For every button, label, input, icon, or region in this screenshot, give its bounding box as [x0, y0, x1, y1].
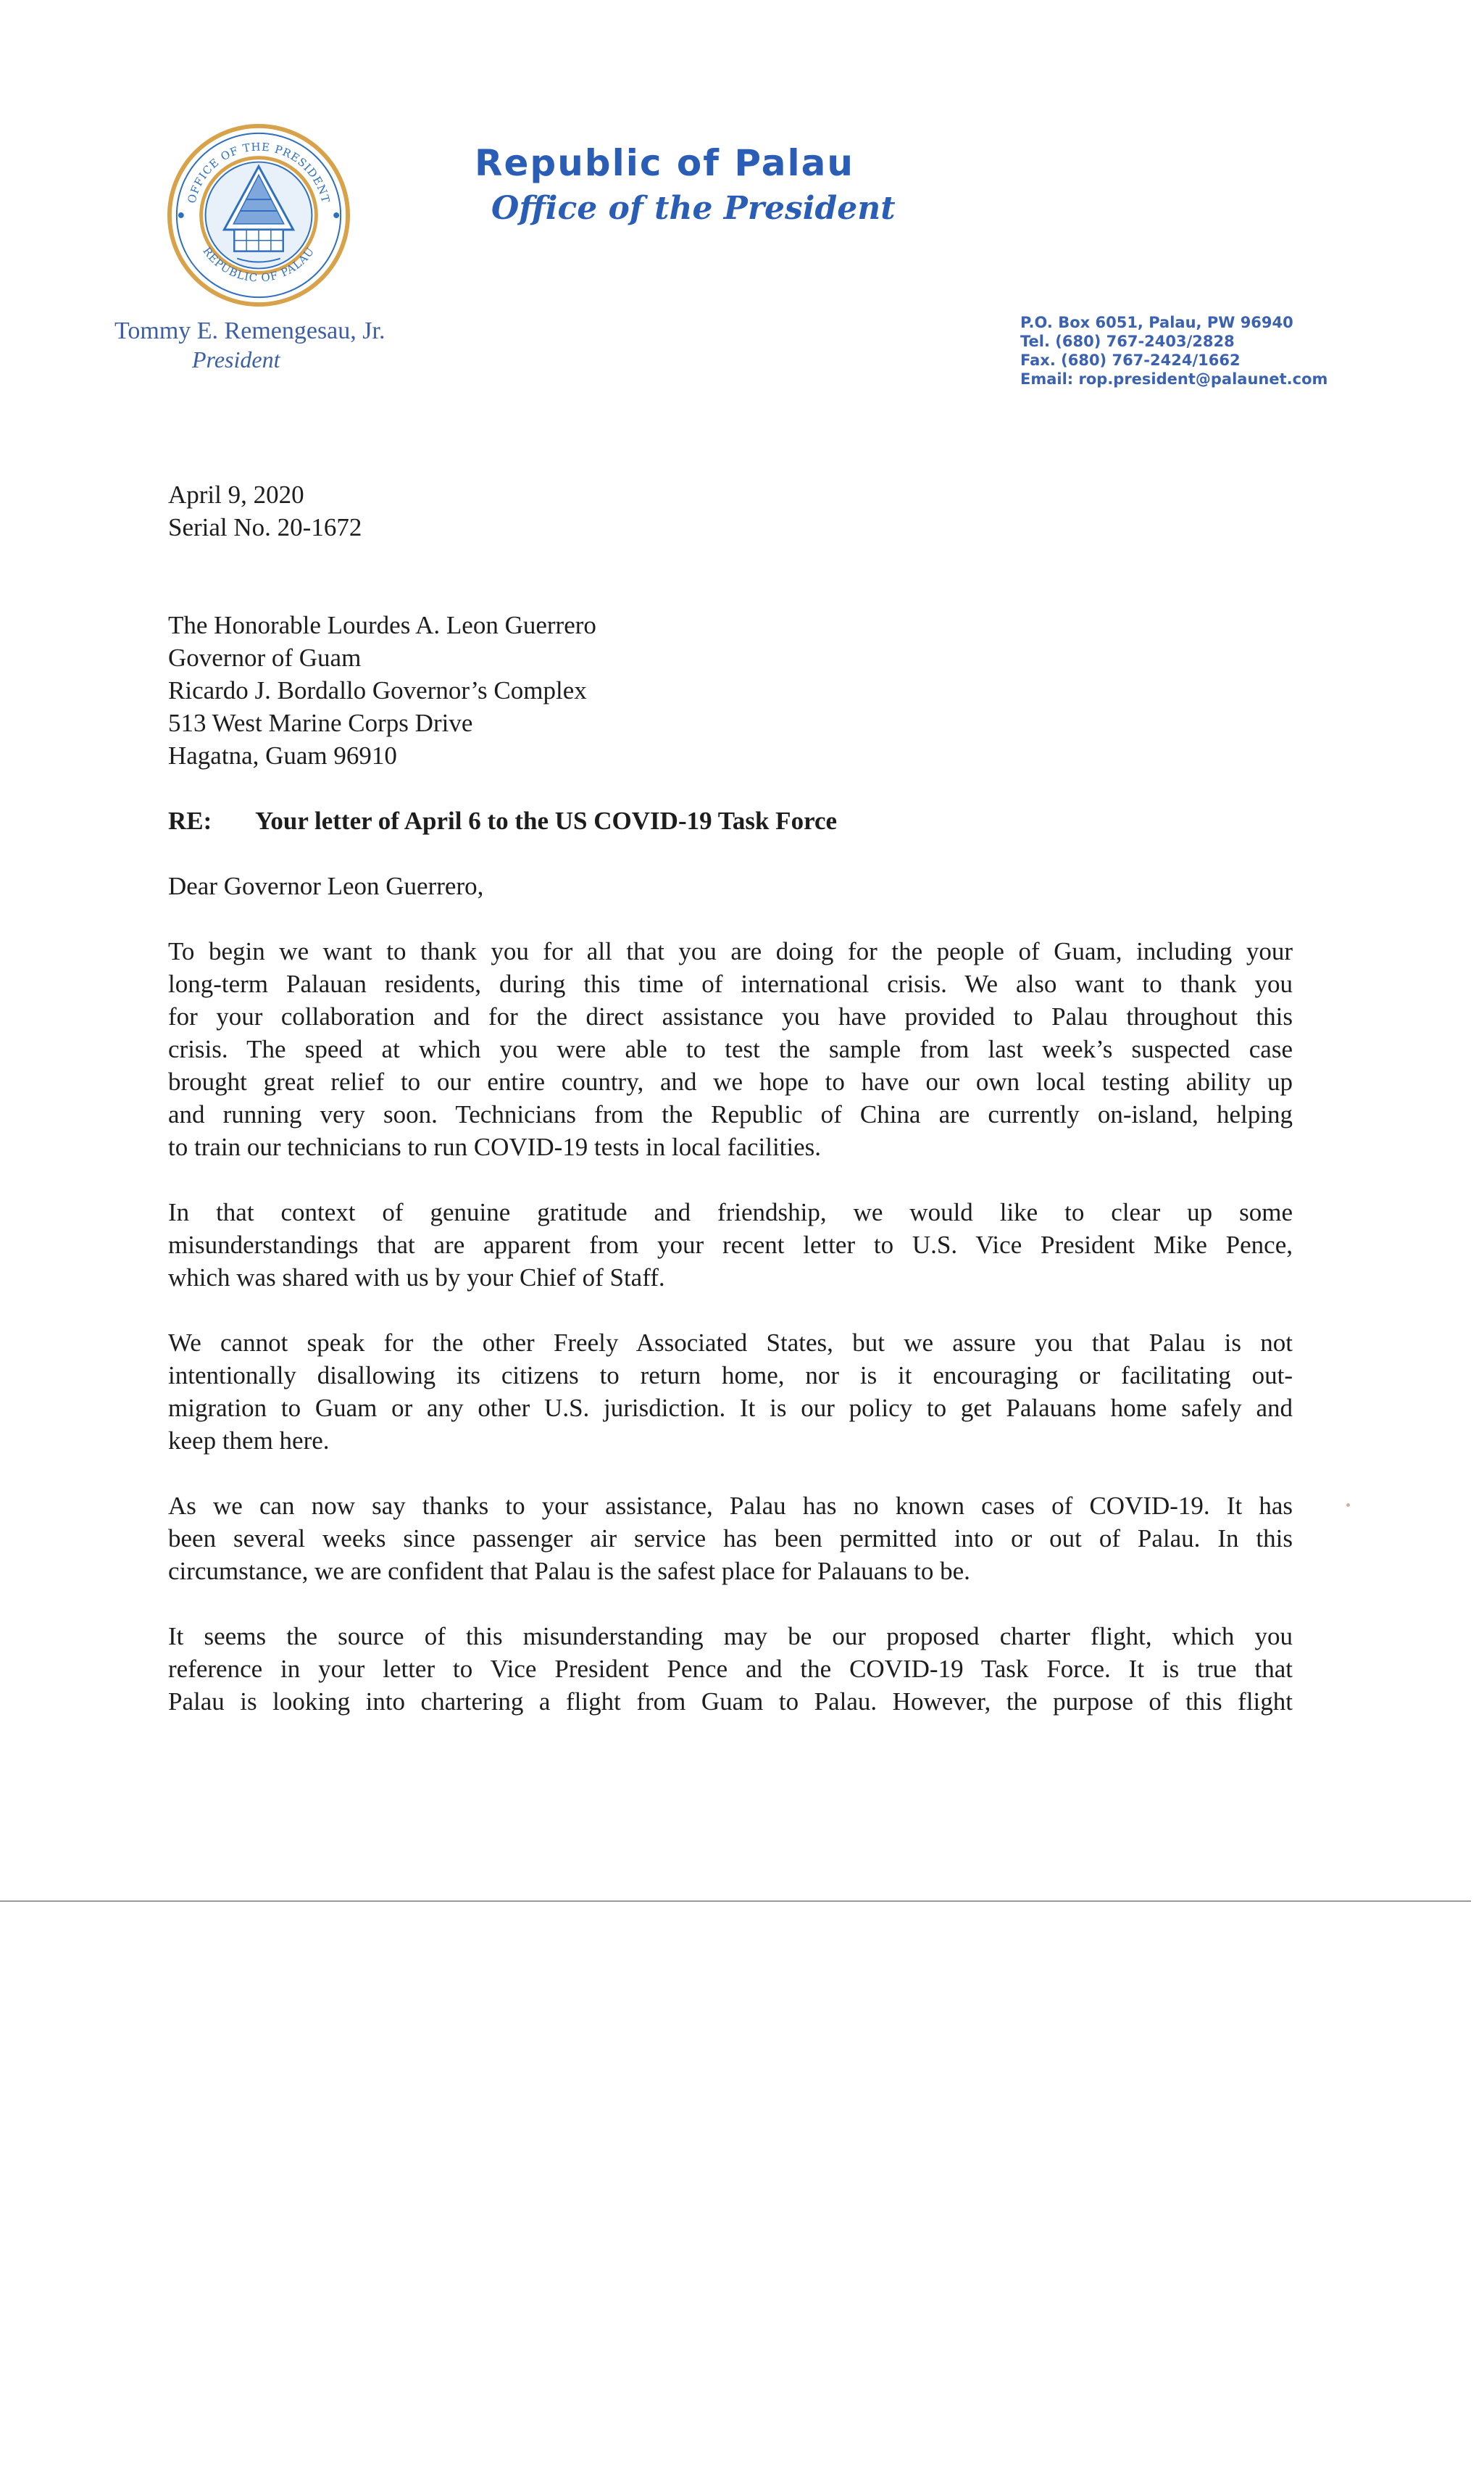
- seal-bottom-text: REPUBLIC OF PALAU: [200, 244, 317, 285]
- address-line: Hagatna, Guam 96910: [168, 741, 397, 770]
- paragraph-line: for your collaboration and for the direct assistance you have provided to Palau throughout this: [168, 1002, 1293, 1031]
- paragraph-line: which was shared with us by your Chief of Staff.: [168, 1263, 665, 1292]
- contact-fax: Fax. (680) 767-2424/1662: [1020, 352, 1241, 369]
- president-name: Tommy E. Remengesau, Jr.: [114, 317, 385, 344]
- paragraph-line: We cannot speak for the other Freely Associated States, but we assure you that Palau is not: [168, 1329, 1293, 1357]
- paragraph-line: It seems the source of this misunderstanding may be our proposed charter flight, which you: [168, 1622, 1293, 1650]
- subject-line: [168, 805, 1293, 837]
- contact-email[interactable]: Email: rop.president@palaunet.com: [1020, 370, 1328, 388]
- body-paragraph-4: [168, 1489, 1293, 1587]
- body-paragraph-1: [168, 935, 1293, 1163]
- address-line: Ricardo J. Bordallo Governor’s Complex: [168, 676, 587, 705]
- address-line: The Honorable Lourdes A. Leon Guerrero: [168, 611, 596, 639]
- date-block: [168, 478, 1293, 544]
- letter-date: April 9, 2020: [168, 481, 304, 509]
- paragraph-line: keep them here.: [168, 1426, 330, 1455]
- president-title: President: [192, 346, 280, 373]
- address-line: Governor of Guam: [168, 644, 362, 672]
- contact-address: P.O. Box 6051, Palau, PW 96940: [1020, 314, 1293, 331]
- subject-text: Your letter of April 6 to the US COVID-19 Task Force: [255, 807, 838, 835]
- letterhead-subtitle: Office of the President: [491, 190, 896, 227]
- recipient-address: [168, 609, 1293, 772]
- serial-number: Serial No. 20-1672: [168, 513, 362, 541]
- paragraph-line: been several weeks since passenger air service has been permitted into or out of Palau. In this: [168, 1524, 1293, 1553]
- paragraph-line: long-term Palauan residents, during this time of international crisis. We also want to thank you: [168, 970, 1293, 998]
- paragraph-line: circumstance, we are confident that Palau is the safest place for Palauans to be.: [168, 1557, 970, 1585]
- body-paragraph-2: [168, 1196, 1293, 1294]
- paragraph-line: reference in your letter to Vice President Pence and the COVID-19 Task Force. It is true that: [168, 1655, 1293, 1683]
- paragraph-line: crisis. The speed at which you were able to test the sample from last week’s suspected case: [168, 1035, 1293, 1063]
- paragraph-line: To begin we want to thank you for all that you are doing for the people of Guam, including your: [168, 937, 1293, 965]
- paragraph-line: Palau is looking into chartering a flight from Guam to Palau. However, the purpose of this flight: [168, 1687, 1293, 1716]
- body-paragraph-5: [168, 1620, 1293, 1718]
- letterhead-title: Republic of Palau: [475, 142, 854, 184]
- subject-label: RE:: [168, 807, 212, 835]
- seal-top-text: OFFICE OF THE PRESIDENT: [185, 140, 333, 205]
- paragraph-line: misunderstandings that are apparent from your recent letter to U.S. Vice President Mike Pence,: [168, 1231, 1293, 1259]
- salutation: [168, 870, 1293, 902]
- paragraph-line: and running very soon. Technicians from the Republic of China are currently on-island, helping: [168, 1100, 1293, 1129]
- paragraph-line: to train our technicians to run COVID-19 tests in local facilities.: [168, 1133, 822, 1161]
- paragraph-line: migration to Guam or any other U.S. jurisdiction. It is our policy to get Palauans home safely and: [168, 1394, 1293, 1422]
- contact-block: [1020, 313, 1327, 388]
- paragraph-line: As we can now say thanks to your assistance, Palau has no known cases of COVID-19. It has: [168, 1492, 1293, 1520]
- scan-speck: [1346, 1503, 1350, 1507]
- contact-telephone: Tel. (680) 767-2403/2828: [1020, 333, 1235, 350]
- body-paragraph-3: [168, 1326, 1293, 1457]
- presidential-seal: [165, 122, 352, 309]
- salutation-text: Dear Governor Leon Guerrero,: [168, 872, 484, 900]
- paragraph-line: In that context of genuine gratitude and friendship, we would like to clear up some: [168, 1198, 1293, 1226]
- address-line: 513 West Marine Corps Drive: [168, 709, 473, 737]
- paragraph-line: brought great relief to our entire country, and we hope to have our own local testing ability up: [168, 1068, 1293, 1096]
- page-break-divider: [0, 1900, 1471, 1902]
- paragraph-line: intentionally disallowing its citizens to return home, nor is it encouraging or facilitating out-: [168, 1361, 1293, 1389]
